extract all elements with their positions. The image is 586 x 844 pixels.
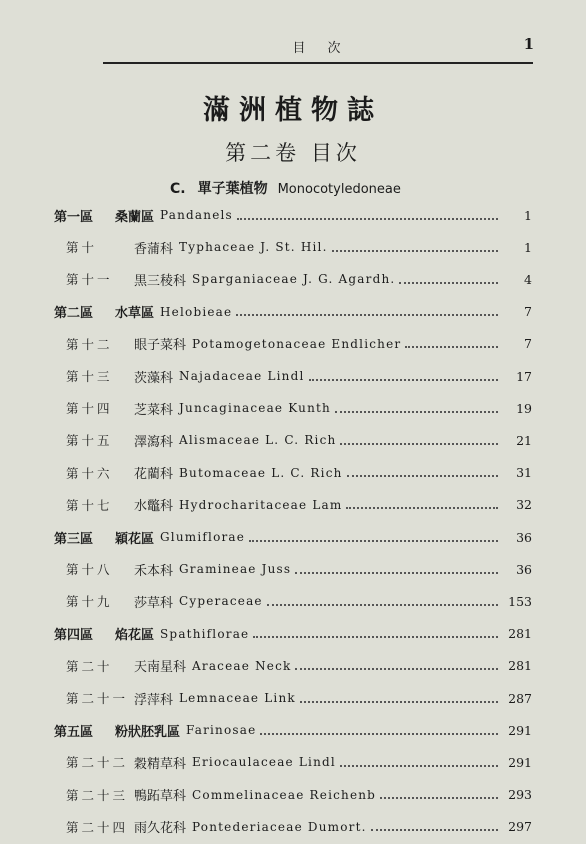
entry-jp-name: 花藺科: [134, 467, 174, 483]
toc-order-entry: [0, 520, 586, 554]
dot-leader: [332, 249, 498, 252]
entry-latin-name: Cyperaceae: [179, 594, 263, 609]
entry-page: 17: [516, 368, 532, 384]
dot-leader: [340, 764, 498, 767]
dot-leader: [253, 635, 498, 638]
entry-page: 4: [524, 271, 532, 287]
entry-number: 第十八: [66, 562, 113, 578]
toc-family-entry: [0, 745, 586, 779]
dot-leader: [295, 667, 498, 670]
entry-number: 第十六: [66, 465, 113, 481]
entry-number: 第一區: [54, 209, 94, 225]
entry-latin-name: Pandanels: [160, 208, 233, 222]
entry-latin-name: Gramineae Juss: [179, 562, 292, 577]
toc-family-entry: [0, 423, 586, 457]
toc-family-entry: [0, 230, 586, 264]
entry-latin-name: Araceae Neck: [192, 658, 292, 673]
entry-jp-name: 浮萍科: [134, 692, 174, 708]
dot-leader: [249, 539, 498, 542]
class-heading: [170, 178, 401, 198]
dot-leader: [309, 378, 498, 381]
book-title: 滿洲植物誌: [203, 95, 383, 126]
entry-jp-name: 芝菜科: [134, 402, 174, 418]
entry-latin-name: Helobieae: [160, 304, 233, 319]
entry-jp-name: 茨藻科: [134, 370, 174, 386]
entry-latin-name: Najadaceae Lindl: [179, 369, 305, 383]
entry-number: 第二十二: [66, 755, 129, 771]
dot-leader: [346, 506, 498, 509]
entry-page: 32: [516, 497, 532, 513]
toc-family-entry: [0, 584, 586, 618]
entry-jp-name: 禾本科: [134, 563, 174, 579]
running-title: 目次: [292, 41, 363, 56]
entry-number: 第十九: [66, 594, 113, 610]
entry-number: 第十四: [66, 401, 113, 417]
entry-latin-name: Juncaginaceae Kunth: [179, 401, 331, 416]
entry-page: 7: [524, 336, 532, 352]
dot-leader: [380, 796, 498, 799]
toc-family-entry: [0, 552, 586, 586]
entry-jp-name: 穀精草科: [134, 756, 187, 772]
entry-latin-name: Typhaceae J. St. Hil.: [179, 240, 328, 255]
toc-family-entry: [0, 649, 586, 683]
dot-leader: [236, 313, 498, 316]
entry-page: 31: [516, 465, 532, 481]
entry-number: 第十二: [66, 336, 113, 352]
entry-latin-name: Spathiflorae: [160, 626, 250, 641]
entry-number: 第二十一: [66, 691, 129, 706]
entry-page: 281: [508, 626, 532, 642]
folio-number: 1: [523, 35, 534, 53]
toc-order-entry: [0, 198, 586, 232]
entry-jp-name: 天南星科: [134, 660, 187, 676]
entry-latin-name: Hydrocharitaceae Lam: [179, 497, 343, 512]
entry-latin-name: Farinosae: [186, 723, 257, 738]
volume-contents-heading: 第二卷 目次: [225, 141, 361, 165]
entry-number: 第五區: [54, 724, 94, 740]
entry-page: 36: [516, 529, 532, 545]
entry-jp-name: 莎草科: [134, 595, 174, 611]
entry-jp-name: 澤瀉科: [134, 434, 174, 450]
entry-latin-name: Potamogetonaceae Endlicher: [192, 336, 402, 351]
entry-page: 297: [508, 819, 532, 835]
toc-family-entry: [0, 391, 586, 425]
entry-number: 第十一: [66, 272, 113, 288]
entry-number: 第二十三: [66, 787, 129, 803]
entry-jp-name: 焰花區: [115, 628, 155, 644]
entry-page: 287: [508, 690, 532, 706]
dot-leader: [300, 700, 498, 703]
toc-family-entry: [0, 262, 586, 296]
dot-leader: [347, 474, 498, 477]
entry-page: 7: [524, 304, 532, 320]
entry-page: 153: [508, 593, 532, 609]
toc-order-entry: [0, 617, 586, 651]
entry-number: 第二十四: [66, 819, 129, 835]
entry-number: 第十五: [66, 433, 113, 449]
toc-family-entry: [0, 810, 586, 844]
toc-order-entry: [0, 295, 586, 329]
entry-jp-name: 香蒲科: [134, 241, 174, 257]
entry-jp-name: 水草區: [115, 306, 155, 322]
toc-family-entry: [0, 359, 586, 393]
entry-page: 281: [508, 658, 532, 674]
toc-family-entry: [0, 681, 586, 715]
entry-jp-name: 黒三稜科: [134, 273, 187, 289]
class-latin-name: Monocotyledoneae: [277, 182, 401, 197]
dot-leader: [335, 410, 498, 413]
class-jp-name: 單子葉植物: [197, 181, 268, 197]
toc-family-entry: [0, 456, 586, 490]
dot-leader: [405, 345, 498, 348]
toc-order-entry: [0, 713, 586, 747]
entry-latin-name: Sparganiaceae J. G. Agardh.: [192, 272, 396, 287]
dot-leader: [237, 217, 498, 220]
entry-jp-name: 鴨跖草科: [134, 789, 187, 805]
toc-family-entry: [0, 488, 586, 522]
entry-latin-name: Lemnaceae Link: [179, 691, 296, 705]
entry-jp-name: 眼子菜科: [134, 338, 187, 354]
dot-leader: [340, 442, 498, 445]
entry-page: 293: [508, 787, 532, 803]
entry-number: 第十: [66, 240, 98, 256]
header-rule: [103, 62, 533, 64]
entry-latin-name: Pontederiaceae Dumort.: [192, 819, 367, 834]
entry-number: 第二十: [66, 658, 113, 674]
entry-jp-name: 穎花區: [115, 531, 155, 547]
entry-jp-name: 桑蘭區: [115, 209, 155, 225]
running-head: [103, 35, 534, 61]
entry-page: 1: [524, 207, 532, 223]
entry-number: 第十三: [66, 369, 113, 384]
toc-family-entry: [0, 778, 586, 812]
entry-latin-name: Alismaceae L. C. Rich: [179, 433, 337, 448]
dot-leader: [267, 603, 498, 606]
entry-page: 19: [516, 400, 532, 416]
entry-page: 21: [516, 432, 532, 448]
entry-latin-name: Glumiflorae: [160, 530, 246, 544]
entry-page: 291: [508, 722, 532, 738]
entry-page: 291: [508, 754, 532, 770]
toc-family-entry: [0, 327, 586, 361]
entry-number: 第十七: [66, 497, 113, 513]
entry-page: 1: [524, 239, 532, 255]
entry-latin-name: Commelinaceae Reichenb: [192, 787, 377, 802]
entry-latin-name: Butomaceae L. C. Rich: [179, 465, 343, 480]
class-label: C.: [170, 181, 186, 197]
entry-latin-name: Eriocaulaceae Lindl: [192, 755, 336, 770]
entry-number: 第四區: [54, 628, 94, 644]
dot-leader: [295, 571, 498, 574]
entry-page: 36: [516, 561, 532, 577]
dot-leader: [260, 732, 498, 735]
entry-number: 第二區: [54, 306, 94, 322]
entry-jp-name: 水鼈科: [134, 499, 174, 515]
entry-jp-name: 粉狀胚乳區: [115, 724, 181, 740]
entry-number: 第三區: [54, 531, 94, 547]
entry-jp-name: 雨久花科: [134, 821, 187, 837]
dot-leader: [399, 281, 498, 284]
